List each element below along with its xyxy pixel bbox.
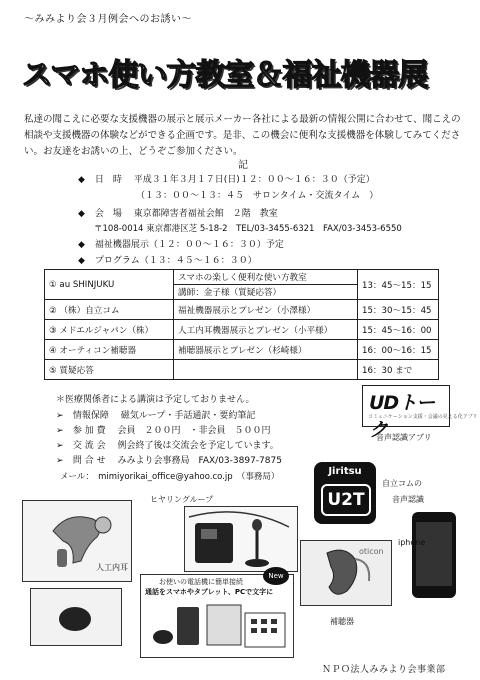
salon-line: （１３：００〜１３：４５ サロンタイム・交流タイム ） <box>136 191 379 201</box>
medical-note: ＊医療関係者による講演は予定しておりません。 <box>56 395 255 405</box>
venue-value: 東京都障害者福祉会館 ２階 教室 <box>133 209 278 219</box>
exhibit-line <box>78 238 284 253</box>
program-time: 13：45〜15：15 <box>358 270 439 300</box>
support-label: 情報保障 <box>72 411 109 421</box>
support-line <box>56 408 255 421</box>
arrow-check-icon: ➢ <box>56 411 64 421</box>
program-desc <box>174 360 358 380</box>
phone-captioning-ad <box>140 574 294 658</box>
ki-marker: 記 <box>238 160 248 171</box>
footer-org: ＮＰＯ法人みみより会事業部 <box>322 665 446 675</box>
date-value: 平成３１年３月１７日(日)１２：００〜１６：３０（予定） <box>133 175 375 185</box>
diamond-icon: ◆ <box>78 240 85 250</box>
iphone-screen <box>416 522 452 586</box>
hearing-loop-caption: ヒヤリングループ <box>150 495 214 504</box>
table-row <box>45 340 439 360</box>
iphone-image <box>412 512 456 598</box>
mail-line: メール： mimiyorikai_office@yahoo.co.jp （事務局） <box>60 472 280 482</box>
u2t-label: U2T <box>321 484 371 516</box>
program-desc: スマホの楽しく便利な使い方教室 <box>174 270 358 285</box>
udtalk-caption: 音声認識アプリ <box>376 433 432 442</box>
table-row <box>45 360 439 380</box>
table-row <box>45 270 439 285</box>
table-row <box>45 300 439 320</box>
program-time: 16：00〜16：15 <box>358 340 439 360</box>
udtalk-subtitle: コミュニケーション支援・会議の見える化アプリ <box>368 414 478 420</box>
new-badge: New <box>263 567 289 585</box>
ad-line-1: お使いの電話機に簡単接続 <box>159 578 243 586</box>
table-row <box>45 320 439 340</box>
arrow-check-icon: ➢ <box>56 426 64 436</box>
earpiece-image <box>30 588 122 646</box>
date-label: 日 時 <box>94 175 122 185</box>
venue-label: 会 場 <box>94 209 122 219</box>
diamond-icon: ◆ <box>78 175 85 185</box>
arrow-check-icon: ➢ <box>56 441 64 451</box>
program-time: 15：45〜16：00 <box>358 320 439 340</box>
exchange-line <box>56 438 279 451</box>
date-line <box>78 173 375 188</box>
program-desc: 人工内耳機器展示とプレゼン（小平様） <box>174 320 358 340</box>
contact-label: 問 合 せ <box>72 456 106 466</box>
jiritsu-caption: 自立コムの <box>382 479 422 488</box>
fee-value: 会員 ２００円 ・非会員 ５００円 <box>117 426 271 436</box>
diamond-icon: ◆ <box>78 256 85 266</box>
fee-label: 参 加 費 <box>72 426 106 436</box>
arrow-check-icon: ➢ <box>56 456 64 466</box>
program-org: ① au SHINJUKU <box>45 270 174 300</box>
hearing-aid-image <box>300 540 392 606</box>
diamond-icon: ◆ <box>78 209 85 219</box>
program-time: 16：30 まで <box>358 360 439 380</box>
program-table <box>44 269 439 380</box>
program-org: ③ メドエルジャパン（株） <box>45 320 174 340</box>
intro-paragraph: 私達の聞こえに必要な支援機器の展示と展示メーカー各社による最新の情報公開に合わせて、聞こえの相談や支援機器の体験などができる企画です。是非、この機会に便利な支援機器を体験してみてください。お友達をお誘いの上、どうぞご参加ください。 <box>24 114 461 157</box>
hearing-loop-image <box>184 506 298 572</box>
program-org: ④ オーティコン補聴器 <box>45 340 174 360</box>
program-org: ② （株）自立コム <box>45 300 174 320</box>
fee-line <box>56 423 271 436</box>
contact-value: みみより会事務局 FAX/03-3897-7875 <box>117 456 282 466</box>
hearing-loop-device-icon <box>185 507 297 571</box>
program-org: ⑤ 質疑応答 <box>45 360 174 380</box>
exchange-label: 交 流 会 <box>72 441 106 451</box>
program-desc: 講師：金子様（質疑応答） <box>174 285 358 300</box>
hearing-aid-caption: 補聴器 <box>330 617 354 626</box>
exchange-value: 例会終了後は交流会を予定しています。 <box>117 441 279 451</box>
invite-line: 〜みみより会３月例会へのお誘い〜 <box>24 14 192 25</box>
contact-line <box>56 453 282 466</box>
udtalk-title: UDトーク <box>369 392 435 441</box>
program-desc: 補聴器展示とプレゼン（杉崎様） <box>174 340 358 360</box>
program-line <box>78 254 257 269</box>
venue-line <box>78 207 278 222</box>
jiritsu-label: Jiritsu <box>328 466 362 477</box>
program-time: 15：30〜15：45 <box>358 300 439 320</box>
jiritsu-caption-2: 音声認識 <box>392 495 424 504</box>
address-line: 〒108-0014 東京都港区芝 5-18-2 TEL/03-3455-6321 FAX/03-3453-6550 <box>94 224 402 234</box>
ad-line-2: 通話をスマホやタブレット、PCで文字に <box>145 588 274 596</box>
iphone-caption: iphone <box>398 538 426 547</box>
u2t-logo <box>314 462 376 524</box>
program-desc: 福祉機器展示とプレゼン（小澤様） <box>174 300 358 320</box>
program-text: プログラム（１３：４５〜１６：３０） <box>94 256 257 266</box>
page-title: スマホ使い方教室＆福祉機器展 <box>22 58 428 93</box>
support-value: 磁気ループ・手話通訳・要約筆記 <box>120 411 256 421</box>
ci-caption: 人工内耳 <box>96 563 128 572</box>
oticon-label: oticon <box>359 547 384 556</box>
exhibit-text: 福祉機器展示（１２：００〜１６：３０）予定 <box>94 240 284 250</box>
phone-devices-icon <box>145 599 289 653</box>
earpiece-icon <box>31 589 121 645</box>
